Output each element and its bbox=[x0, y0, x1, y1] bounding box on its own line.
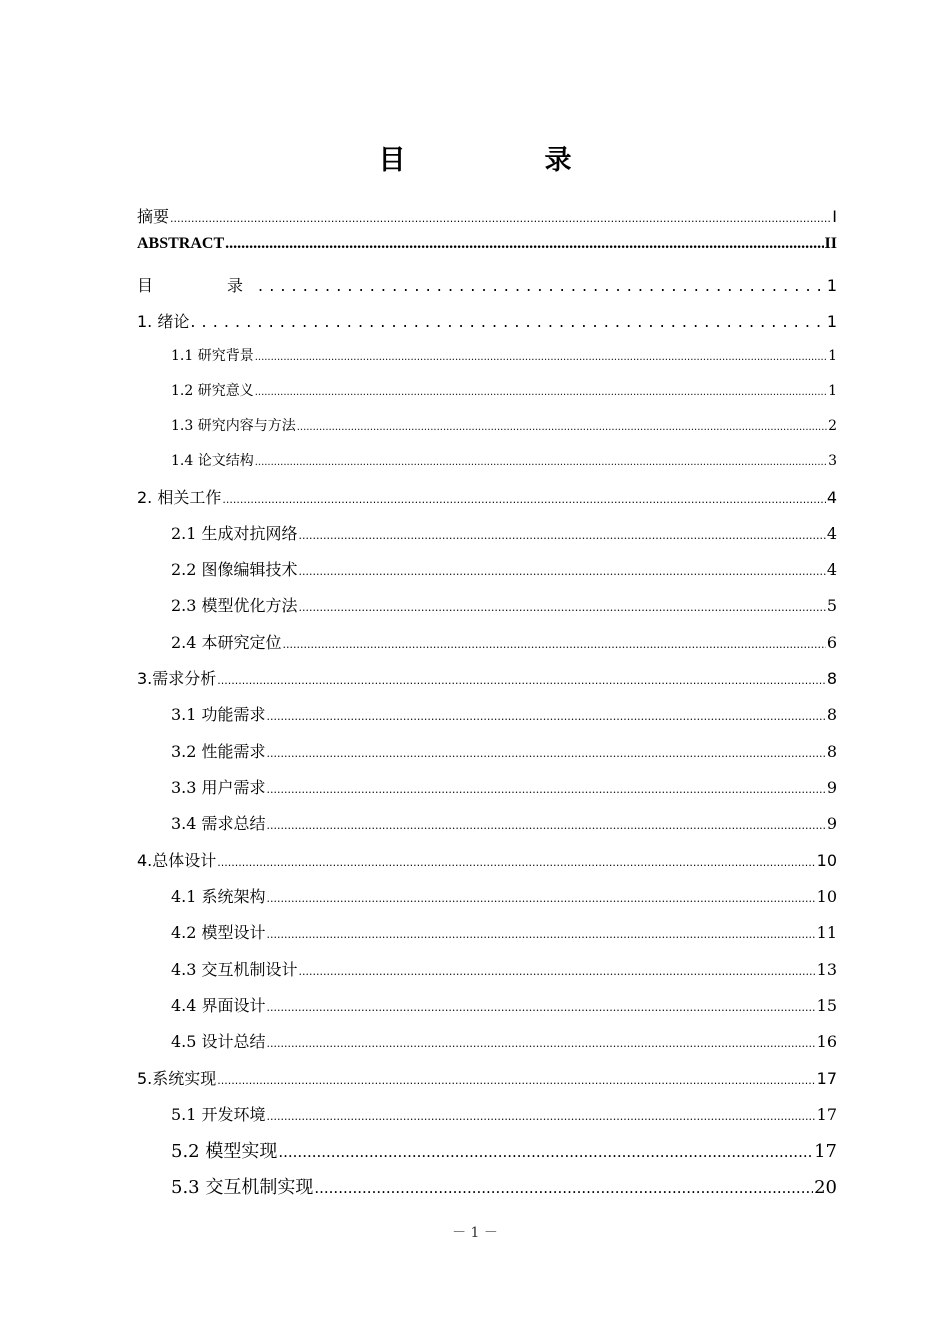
toc-entry[interactable] bbox=[171, 884, 837, 907]
toc-entry-label: 3.1 功能需求 bbox=[171, 705, 266, 724]
toc-entry[interactable] bbox=[171, 630, 837, 653]
dot-leader bbox=[267, 819, 826, 832]
toc-entry-label: 2.1 生成对抗网络 bbox=[171, 524, 298, 543]
dot-leader bbox=[267, 928, 816, 941]
toc-entry-page: 6 bbox=[826, 633, 837, 652]
dot-leader bbox=[255, 457, 827, 468]
toc-entry-page: 4 bbox=[826, 488, 837, 507]
toc-entry-page: 1 bbox=[828, 383, 837, 399]
dot-leader bbox=[297, 422, 827, 433]
dot-leader bbox=[267, 747, 826, 760]
toc-entry[interactable] bbox=[171, 957, 837, 980]
dot-leader bbox=[255, 352, 827, 363]
toc-title: 目 录 bbox=[378, 145, 628, 176]
toc-entry-page: 8 bbox=[826, 742, 837, 761]
toc-entry-label: 1.3 研究内容与方法 bbox=[171, 418, 296, 434]
toc-entry-label: 目 录 bbox=[137, 276, 258, 295]
toc-entry-label: 3.2 性能需求 bbox=[171, 742, 266, 761]
toc-entry[interactable] bbox=[171, 345, 837, 365]
dot-leader bbox=[217, 1074, 815, 1087]
toc-entry-page: 5 bbox=[826, 596, 837, 615]
toc-entry-label: 4.总体设计 bbox=[137, 851, 217, 870]
toc-entry-page: 1 bbox=[826, 312, 837, 331]
toc-entry-label: 5.3 交互机制实现 bbox=[171, 1177, 314, 1198]
toc-entry-page: 10 bbox=[816, 851, 837, 870]
toc-entry[interactable] bbox=[171, 1102, 837, 1125]
toc-entry-label: 3.4 需求总结 bbox=[171, 814, 266, 833]
toc-entry-label: 1.4 论文结构 bbox=[171, 453, 254, 469]
toc-entry-label: ABSTRACT bbox=[137, 235, 225, 252]
toc-entry[interactable] bbox=[171, 1173, 837, 1199]
toc-entry[interactable] bbox=[137, 485, 837, 508]
toc-entry-label: 2.3 模型优化方法 bbox=[171, 596, 298, 615]
toc-entry[interactable] bbox=[171, 1137, 837, 1163]
toc-entry-label: 1. 绪论 bbox=[137, 312, 190, 331]
toc-entry[interactable] bbox=[137, 235, 837, 253]
toc-entry[interactable] bbox=[171, 450, 837, 470]
toc-entry-page: II bbox=[824, 235, 837, 252]
dot-leader bbox=[299, 529, 826, 542]
toc-entry[interactable] bbox=[171, 380, 837, 400]
toc-entry-label: 4.4 界面设计 bbox=[171, 996, 266, 1015]
toc-entry[interactable] bbox=[137, 309, 837, 332]
page-number-footer: － 1 － bbox=[452, 1225, 498, 1241]
dot-leader bbox=[267, 1110, 816, 1123]
dot-leader bbox=[267, 892, 816, 905]
toc-entry-page: 8 bbox=[826, 705, 837, 724]
toc-entry-page: 3 bbox=[828, 453, 837, 469]
toc-entry-label: 5.1 开发环境 bbox=[171, 1105, 266, 1124]
toc-entry-page: 13 bbox=[816, 960, 837, 979]
toc-entry[interactable] bbox=[171, 557, 837, 580]
dot-leader bbox=[190, 312, 825, 331]
toc-entry-label: 4.3 交互机制设计 bbox=[171, 960, 298, 979]
dot-leader bbox=[299, 601, 826, 614]
toc-entry-label: 4.1 系统架构 bbox=[171, 887, 266, 906]
toc-entry-label: 摘要 bbox=[137, 207, 170, 226]
toc-entry-label: 5.2 模型实现 bbox=[171, 1141, 278, 1162]
toc-entry[interactable] bbox=[171, 702, 837, 725]
toc-entry-label: 5.系统实现 bbox=[137, 1069, 217, 1088]
toc-entry[interactable] bbox=[171, 521, 837, 544]
dot-leader bbox=[267, 710, 826, 723]
dot-leader bbox=[217, 674, 826, 687]
toc-entry-page: 11 bbox=[816, 923, 837, 942]
toc-entry-label: 2.4 本研究定位 bbox=[171, 633, 282, 652]
dot-leader bbox=[278, 1143, 813, 1161]
toc-entry-page: 1 bbox=[826, 276, 837, 295]
toc-entry-label: 2. 相关工作 bbox=[137, 488, 222, 507]
toc-entry-page: 2 bbox=[828, 418, 837, 434]
toc-entry[interactable] bbox=[137, 204, 837, 227]
dot-leader bbox=[222, 493, 825, 506]
dot-leader bbox=[225, 235, 823, 253]
toc-entry-page: 17 bbox=[816, 1105, 837, 1124]
toc-entry-label: 3.需求分析 bbox=[137, 669, 217, 688]
toc-entry[interactable] bbox=[171, 1029, 837, 1052]
toc-entry-page: 1 bbox=[828, 348, 837, 364]
toc-entry[interactable] bbox=[171, 811, 837, 834]
toc-entry-page: 4 bbox=[826, 524, 837, 543]
toc-entry[interactable] bbox=[171, 920, 837, 943]
dot-leader bbox=[217, 856, 815, 869]
toc-entry-label: 4.5 设计总结 bbox=[171, 1032, 266, 1051]
dot-leader bbox=[255, 387, 827, 398]
dot-leader bbox=[267, 1037, 816, 1050]
toc-entry[interactable] bbox=[137, 848, 837, 871]
toc-entry-page: 17 bbox=[816, 1069, 837, 1088]
toc-entry[interactable] bbox=[137, 666, 837, 689]
toc-entry-page: 15 bbox=[816, 996, 837, 1015]
toc-entry-page: 9 bbox=[826, 778, 837, 797]
toc-entry[interactable] bbox=[171, 415, 837, 435]
toc-entry-page: 10 bbox=[816, 887, 837, 906]
dot-leader bbox=[170, 212, 831, 225]
toc-entry-label: 4.2 模型设计 bbox=[171, 923, 266, 942]
toc-entry[interactable] bbox=[171, 739, 837, 762]
dot-leader bbox=[299, 965, 816, 978]
toc-entry[interactable] bbox=[171, 593, 837, 616]
dot-leader bbox=[258, 276, 826, 295]
dot-leader bbox=[299, 565, 826, 578]
dot-leader bbox=[267, 1001, 816, 1014]
dot-leader bbox=[283, 638, 826, 651]
dot-leader bbox=[314, 1179, 813, 1197]
toc-entry-page: 16 bbox=[816, 1032, 837, 1051]
toc-entry-label: 2.2 图像编辑技术 bbox=[171, 560, 298, 579]
toc-entry[interactable] bbox=[171, 993, 837, 1016]
toc-entry[interactable] bbox=[171, 775, 837, 798]
toc-entry[interactable] bbox=[137, 273, 837, 296]
toc-entry-page: I bbox=[832, 207, 837, 226]
toc-entry-page: 4 bbox=[826, 560, 837, 579]
toc-entry-label: 3.3 用户需求 bbox=[171, 778, 266, 797]
toc-entry-page: 17 bbox=[814, 1141, 837, 1162]
toc-entry-label: 1.1 研究背景 bbox=[171, 348, 254, 364]
toc-entry-page: 20 bbox=[814, 1177, 837, 1198]
toc-entry-page: 9 bbox=[826, 814, 837, 833]
toc-entry-page: 8 bbox=[826, 669, 837, 688]
toc-entry[interactable] bbox=[137, 1066, 837, 1089]
toc-entry-label: 1.2 研究意义 bbox=[171, 383, 254, 399]
dot-leader bbox=[267, 783, 826, 796]
